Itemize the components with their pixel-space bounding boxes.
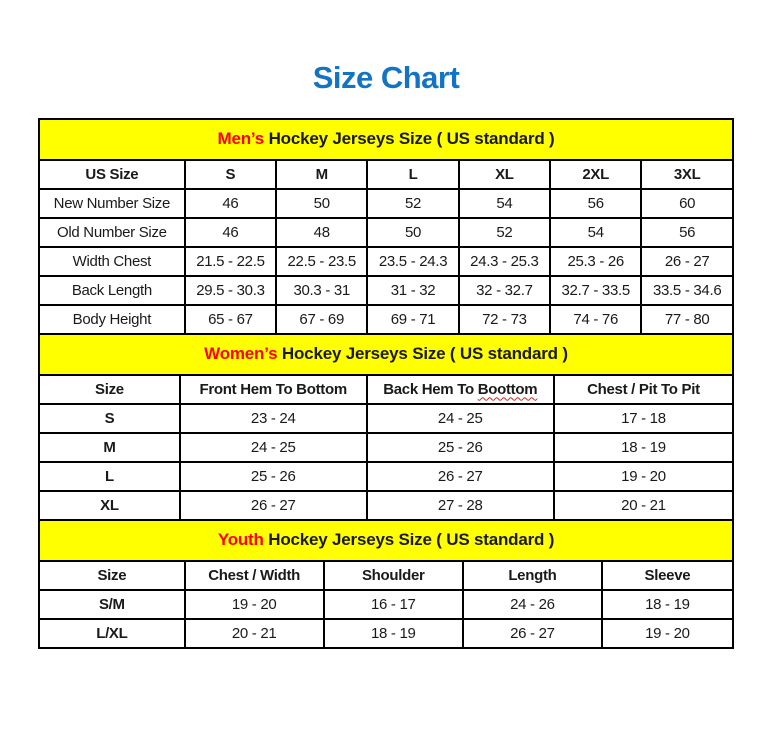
youth-size-table [38, 519, 734, 649]
youth-row-label: S/M [39, 590, 185, 619]
size-tables [38, 118, 734, 649]
mens-row-label: Width Chest [39, 247, 185, 276]
cell: 69 - 71 [367, 305, 458, 334]
womens-row-label: L [39, 462, 180, 491]
womens-band-rest: Hockey Jerseys Size ( US standard ) [281, 344, 568, 364]
womens-col-back-hem [367, 375, 554, 404]
mens-band-title [39, 119, 733, 160]
cell: 25.3 - 26 [550, 247, 641, 276]
cell: 26 - 27 [641, 247, 733, 276]
cell: 22.5 - 23.5 [276, 247, 367, 276]
womens-band-highlight: Women’s [204, 344, 278, 364]
table-row [39, 305, 733, 334]
cell: 74 - 76 [550, 305, 641, 334]
cell: 23.5 - 24.3 [367, 247, 458, 276]
womens-band-row [39, 334, 733, 375]
mens-col-l: L [367, 160, 458, 189]
cell: 21.5 - 22.5 [185, 247, 276, 276]
mens-col-m: M [276, 160, 367, 189]
youth-col-sleeve: Sleeve [602, 561, 733, 590]
cell: 77 - 80 [641, 305, 733, 334]
cell: 24 - 26 [463, 590, 602, 619]
cell: 46 [185, 189, 276, 218]
cell: 23 - 24 [180, 404, 367, 433]
mens-row-label: Body Height [39, 305, 185, 334]
mens-col-us-size: US Size [39, 160, 185, 189]
mens-size-table [38, 118, 734, 335]
cell: 17 - 18 [554, 404, 733, 433]
cell: 50 [367, 218, 458, 247]
cell: 24.3 - 25.3 [459, 247, 550, 276]
cell: 27 - 28 [367, 491, 554, 520]
cell: 60 [641, 189, 733, 218]
cell: 65 - 67 [185, 305, 276, 334]
table-row [39, 590, 733, 619]
back-hem-misspelled-word: Boottom [477, 380, 538, 398]
womens-size-table [38, 333, 734, 521]
youth-band-rest: Hockey Jerseys Size ( US standard ) [268, 530, 555, 550]
womens-col-size: Size [39, 375, 180, 404]
womens-band-title [39, 334, 733, 375]
cell: 26 - 27 [367, 462, 554, 491]
mens-band-rest: Hockey Jerseys Size ( US standard ) [268, 129, 555, 149]
cell: 31 - 32 [367, 276, 458, 305]
womens-row-label: M [39, 433, 180, 462]
cell: 18 - 19 [324, 619, 463, 648]
cell: 72 - 73 [459, 305, 550, 334]
table-row [39, 433, 733, 462]
womens-row-label: S [39, 404, 180, 433]
cell: 33.5 - 34.6 [641, 276, 733, 305]
cell: 52 [459, 218, 550, 247]
cell: 48 [276, 218, 367, 247]
womens-header-row [39, 375, 733, 404]
cell: 20 - 21 [185, 619, 324, 648]
cell: 19 - 20 [554, 462, 733, 491]
cell: 26 - 27 [463, 619, 602, 648]
cell: 67 - 69 [276, 305, 367, 334]
table-row [39, 404, 733, 433]
womens-col-front-hem: Front Hem To Bottom [180, 375, 367, 404]
cell: 54 [550, 218, 641, 247]
cell: 56 [641, 218, 733, 247]
youth-col-length: Length [463, 561, 602, 590]
back-hem-prefix: Back Hem To [383, 380, 474, 398]
cell: 30.3 - 31 [276, 276, 367, 305]
youth-col-chest-width: Chest / Width [185, 561, 324, 590]
mens-band-highlight: Men’s [217, 129, 265, 149]
mens-band-row [39, 119, 733, 160]
cell: 32 - 32.7 [459, 276, 550, 305]
table-row [39, 247, 733, 276]
table-row [39, 218, 733, 247]
cell: 26 - 27 [180, 491, 367, 520]
cell: 24 - 25 [180, 433, 367, 462]
cell: 29.5 - 30.3 [185, 276, 276, 305]
cell: 24 - 25 [367, 404, 554, 433]
cell: 18 - 19 [554, 433, 733, 462]
mens-row-label: New Number Size [39, 189, 185, 218]
table-row [39, 462, 733, 491]
page-title: Size Chart [312, 60, 460, 95]
cell: 25 - 26 [180, 462, 367, 491]
mens-col-xl: XL [459, 160, 550, 189]
cell: 32.7 - 33.5 [550, 276, 641, 305]
cell: 46 [185, 218, 276, 247]
mens-col-3xl: 3XL [641, 160, 733, 189]
cell: 19 - 20 [185, 590, 324, 619]
cell: 20 - 21 [554, 491, 733, 520]
mens-row-label: Old Number Size [39, 218, 185, 247]
table-row [39, 491, 733, 520]
cell: 54 [459, 189, 550, 218]
cell: 52 [367, 189, 458, 218]
cell: 56 [550, 189, 641, 218]
cell: 18 - 19 [602, 590, 733, 619]
cell: 50 [276, 189, 367, 218]
youth-band-row [39, 520, 733, 561]
youth-band-highlight: Youth [217, 530, 264, 550]
youth-row-label: L/XL [39, 619, 185, 648]
womens-row-label: XL [39, 491, 180, 520]
mens-col-2xl: 2XL [550, 160, 641, 189]
youth-col-shoulder: Shoulder [324, 561, 463, 590]
mens-header-row [39, 160, 733, 189]
youth-band-title [39, 520, 733, 561]
youth-col-size: Size [39, 561, 185, 590]
table-row [39, 276, 733, 305]
table-row [39, 619, 733, 648]
cell: 19 - 20 [602, 619, 733, 648]
cell: 25 - 26 [367, 433, 554, 462]
mens-row-label: Back Length [39, 276, 185, 305]
cell: 16 - 17 [324, 590, 463, 619]
youth-header-row [39, 561, 733, 590]
mens-col-s: S [185, 160, 276, 189]
size-chart-page [38, 60, 734, 649]
table-row [39, 189, 733, 218]
womens-col-chest: Chest / Pit To Pit [554, 375, 733, 404]
